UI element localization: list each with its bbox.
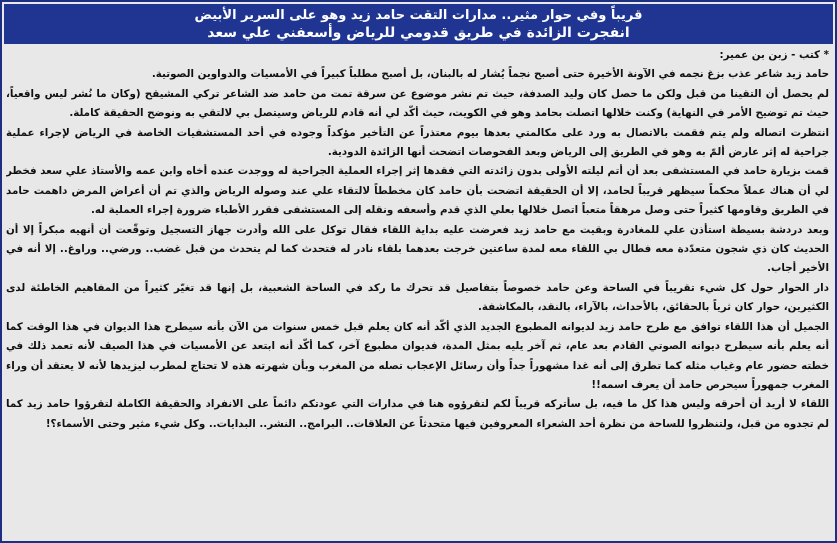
article-byline: * كتب - زبن بن عمير: (719, 49, 829, 61)
article-header (4, 4, 833, 44)
article-body (6, 46, 829, 537)
article-paragraph: اللقاء لا أريد أن أحرقه وليس هذا كل ما فيه، بل سأتركه قريباً لكم لتقرؤوه هنا في مدارات التي عودتكم دائماً على الانفراد والحقيقة الكاملة لتقرؤوا حامد زيد كما لم تجدوه من قبل، ولتنظروا للساحة من نظرة أحد الشعراء المعروفين فيها متحدثاً عن العلاقات.. البرامج.. النشر.. البدايات.. وكل شيء مثير وحتى الأسماء؟! (6, 398, 829, 430)
article-paragraph: لم يحصل أن التقينا من قبل ولكن ما حصل كان وليد الصدفة، حيث تم نشر موضوع عن سرقة تمت من حامد ضد الشاعر تركي المشيقح (وكان ما نُشر ليس واقعياً، حيث تم توضيح الأمر في النهاية) وكنت خلالها اتصلت بحامد وهو في الكويت، حيث أكّد لي أنه قادم للرياض وسيتصل بي لالتقي به ونوضح الحقيقة كاملة. (6, 87, 829, 120)
article-paragraph: الجميل أن هذا اللقاء توافق مع طرح حامد زيد لديوانه المطبوع الجديد الذي أكّد أنه كان يعلم قبل خمس سنوات من الآن بأنه سيطرح هذا الديوان في هذا الوقت كما أنه يعلم بأنه سيطرح ديوانه الصوتي القادم بعد عام، ثم آخر يليه بمثل المدة، فديوان مطبوع آخر، كما أكّد أنه ابتعد عن الأمسيات في هذا الصيف لأنه تعمد ذلك في خطته حضور عام وغياب مثله كما تطرق إلى أنه غدا مشهوراً جداً وأن رسائل الإعجاب تصله من المغرب وبأن شهرته هذه لا تحتاج لمطرب ليزيدها لأنه لا يعتقد أن وراء المغرب جمهوراً سيحرص حامد أن يعرف اسمه!! (6, 320, 829, 391)
article-paragraph: حامد زيد شاعر عذب بزغ نجمه في الآونة الأخيرة حتى أصبح نجماً يُشار له بالبنان، بل أصبح مطلباً كبيراً في الأمسيات والدواوين الصوتية. (151, 68, 829, 81)
headline-kicker: قريباً وفي حوار مثير.. مدارات التقت حامد زيد وهو على السرير الأبيض (194, 8, 643, 23)
headline-main: انفجرت الزائدة في طريق قدومي للرياض وأسعفني علي سعد (207, 25, 630, 41)
article-paragraph: وبعد دردشة بسيطة استأذن علي للمغادرة وبقيت مع حامد زيد فعرضت عليه بداية اللقاء فقال توكل على الله وأدرت جهاز التسجيل وتوقّعت أن أنهيه مبكراً إلا أن الحديث كان ذي شجون متعدّدة معه فطال بي اللقاء معه لمدة ساعتين خرجت بعدهما بلقاء نادر له فتحدث كما لم يتحدث من قبل غضب.. ورضي.. وراوغ.. إلا أنه في الأخير أجاب. (6, 223, 829, 275)
article-paragraph: انتظرت اتصاله ولم يتم فقمت بالاتصال به ورد على مكالمتي بعدها بيوم معتذراً عن التأخير مؤكداً وجوده في أحد المستشفيات الخاصة في الرياض لإجراء عملية جراحية له إثر عارض ألمّ به وهو في الطريق إلى الرياض وبعد الفحوصات اتضحت أنها الزائدة الدودية. (6, 126, 829, 159)
article-paragraph: قمت بزيارة حامد في المستشفى بعد أن أتم ليلته الأولى بدون زائدته التي فقدها إثر إجراء العملية الجراحية له ووجدت عنده أخاه وابن عمه والأستاذ علي سعد فخطر لي أن هناك عملاً محكماً سيظهر قريباً لحامد، إلا أن الحقيقة اتضحت بأن حامد كان مخططاً لالتقاء علي عند وصوله الرياض والذي تم أن أعراض المرض داهمت حامد في الطريق وقاومها كثيراً حتى وصل مرهقاً متعباً اتصل خلالها بعلي الذي قدم وأسعفه ونقله إلى المستشفى فقرر الأطباء ضرورة إجراء العملية له. (6, 165, 829, 217)
article-paragraph: دار الحوار حول كل شيء تقريباً في الساحة وعن حامد خصوصاً بتفاصيل قد تحرك ما ركد في الساحة الشعبية، بل إنها قد تغيّر كثيراً من المفاهيم الخاطئة لدى الكثيرين، حوار كان ثرياً بالحقائق، بالأحداث، بالآراء، بالنقد، بالمكاشفة. (6, 281, 829, 314)
